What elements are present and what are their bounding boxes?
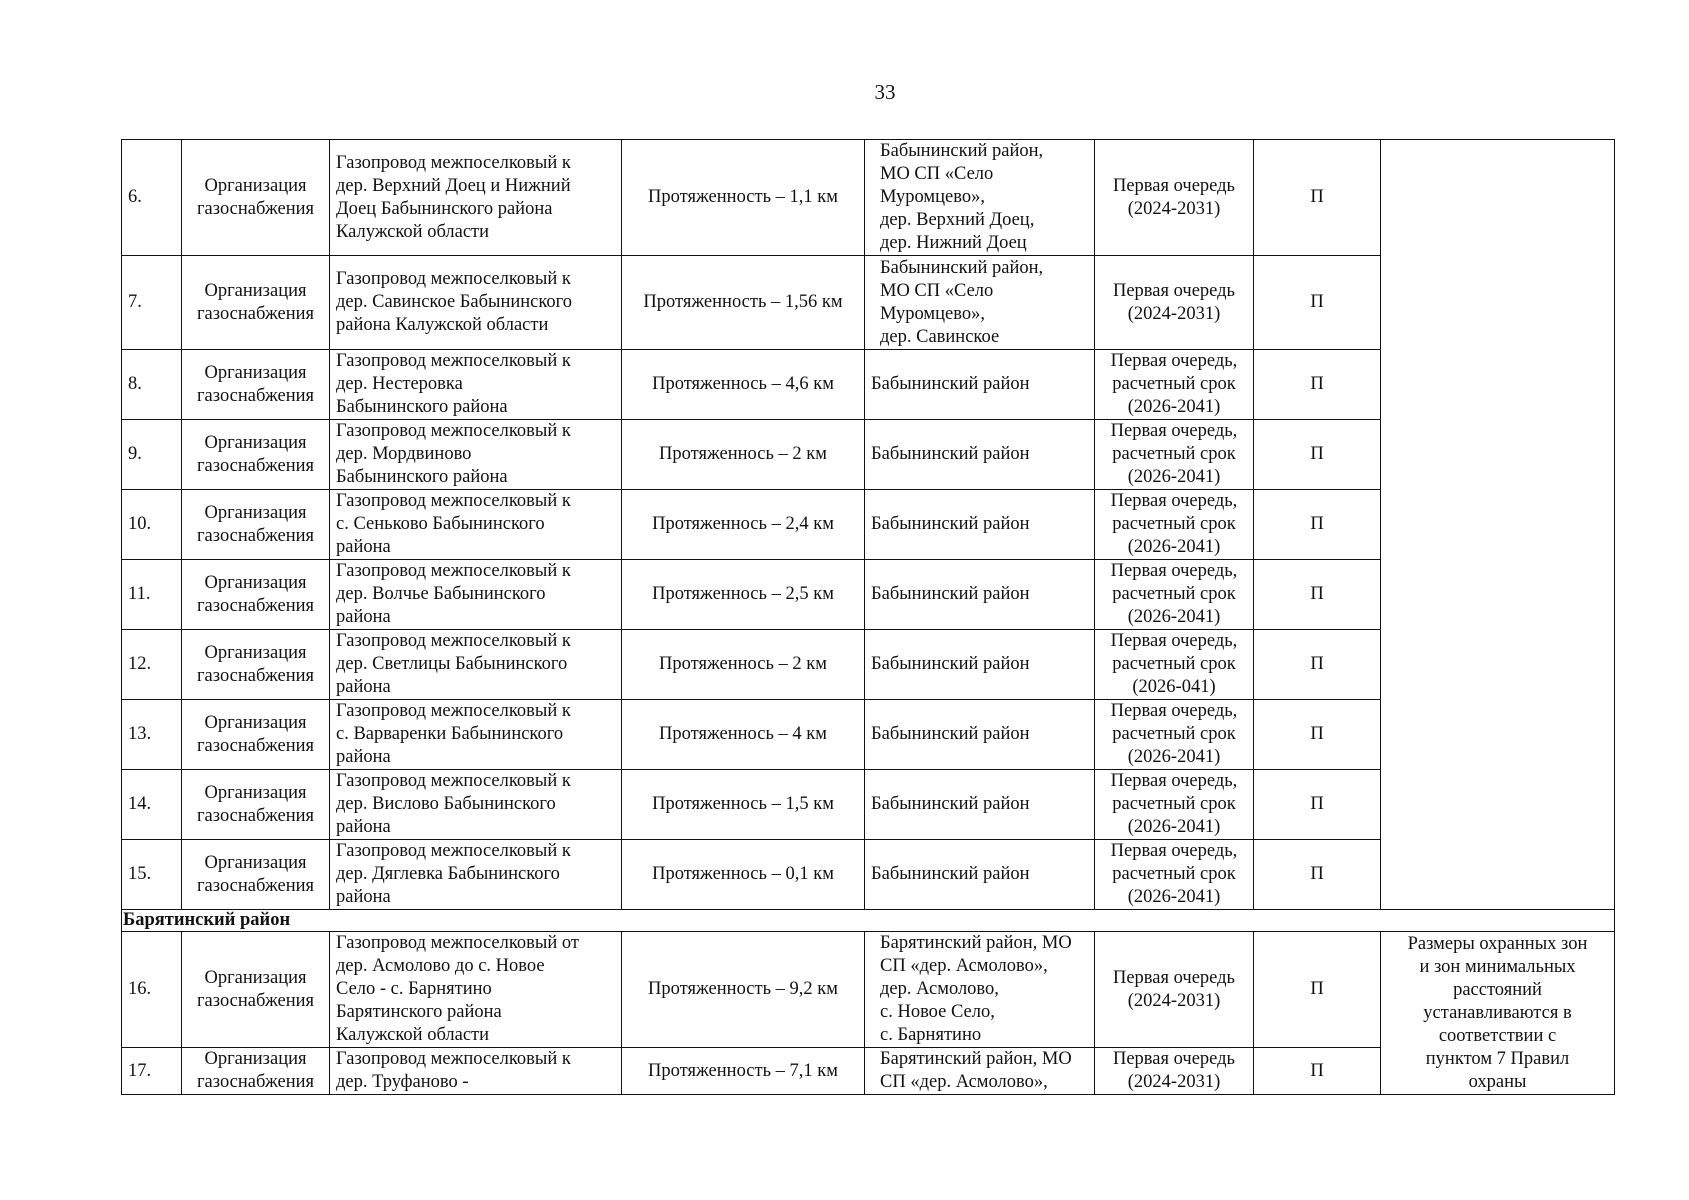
location-cell-line: дер. Асмолово, [880,979,999,999]
purpose-cell [182,1048,330,1095]
protection-zone-note-line: расстояний [1453,979,1542,1000]
protection-zone-note-line: и зон минимальных [1419,956,1576,977]
row-number: 10. [122,490,182,560]
location-cell [865,490,1095,560]
object-name-cell-line: Калужской области [336,1025,490,1045]
purpose-cell-line: газоснабжения [196,1072,315,1092]
object-name-cell-line: Газопровод межпоселковый к [336,771,571,791]
row-number: 16. [122,932,182,1048]
purpose-cell [182,840,330,910]
object-name-cell-line: Доец Бабынинского района [336,198,553,219]
object-name-cell-line: района [336,537,391,557]
location-cell [865,140,1095,256]
length-cell: Протяженность – 9,2 км [622,932,865,1048]
status-cell: П [1254,490,1381,560]
purpose-cell-line: Организация [204,967,307,988]
stage-cell [1095,140,1254,256]
object-name-cell-line: дер. Савинское Бабынинского [336,292,573,312]
stage-cell-line: (2026-2041) [1127,887,1221,907]
purpose-cell-line: Организация [204,782,307,803]
object-name-cell-line: дер. Нестеровка [336,374,463,394]
purpose-cell [182,420,330,490]
purpose-cell [182,256,330,350]
stage-cell-line: Первая очередь, [1110,701,1238,721]
stage-cell-line: Первая очередь [1112,175,1235,196]
object-name-cell-line: Газопровод межпоселковый к [336,561,571,581]
purpose-cell-line: газоснабжения [196,525,315,546]
stage-cell [1095,1048,1254,1095]
location-cell-line: дер. Нижний Доец [880,233,1027,253]
object-name-cell-line: дер. Асмолово до с. Новое [336,956,545,976]
row-number: 14. [122,770,182,840]
stage-cell-line: (2026-041) [1132,677,1216,697]
location-cell-line: СП «дер. Асмолово», [880,956,1048,976]
stage-cell-line: (2024-2031) [1127,1072,1221,1092]
stage-cell-line: (2024-2031) [1127,303,1221,324]
location-cell-line: с. Новое Село, [880,1002,995,1022]
gas-pipeline-table [121,139,1615,1095]
purpose-cell-line: газоснабжения [196,198,315,219]
object-name-cell-line: Газопровод межпоселковый к [336,351,571,371]
location-cell-line: Бабынинский район [871,514,1030,534]
row-number: 17. [122,1048,182,1095]
purpose-cell-line: Организация [204,175,307,196]
stage-cell [1095,630,1254,700]
stage-cell [1095,560,1254,630]
stage-cell-line: (2026-2041) [1127,397,1221,417]
object-name-cell-line: Газопровод межпоселковый к [336,491,571,511]
purpose-cell [182,350,330,420]
status-cell: П [1254,840,1381,910]
stage-cell-line: (2026-2041) [1127,537,1221,557]
object-name-cell [330,490,622,560]
object-name-cell [330,700,622,770]
purpose-cell-line: газоснабжения [196,990,315,1011]
district-header-row [122,910,1615,932]
stage-cell-line: Первая очередь, [1110,491,1238,511]
location-cell-line: Бабынинский район [871,374,1030,394]
object-name-cell-line: дер. Светлицы Бабынинского [336,654,568,674]
purpose-cell [182,630,330,700]
object-name-cell-line: Газопровод межпоселковый к [336,152,571,173]
object-name-cell-line: Газопровод межпоселковый к [336,841,571,861]
row-number: 12. [122,630,182,700]
note-cell-empty [1381,140,1615,910]
stage-cell [1095,700,1254,770]
location-cell-line: Бабынинский район [871,654,1030,674]
stage-cell-line: Первая очередь [1112,1049,1235,1069]
object-name-cell-line: Газопровод межпоселковый к [336,421,571,441]
length-cell: Протяженнось – 4 км [622,700,865,770]
purpose-cell-line: газоснабжения [196,303,315,324]
length-cell: Протяженнось – 1,5 км [622,770,865,840]
length-cell: Протяженнось – 2,5 км [622,560,865,630]
table-body [122,140,1615,1095]
object-name-cell [330,840,622,910]
location-cell [865,770,1095,840]
object-name-cell-line: с. Сеньково Бабынинского [336,514,545,534]
stage-cell-line: Первая очередь, [1110,631,1238,651]
stage-cell [1095,840,1254,910]
status-cell: П [1254,256,1381,350]
object-name-cell [330,256,622,350]
row-number: 8. [122,350,182,420]
purpose-cell-line: газоснабжения [196,735,315,756]
object-name-cell-line: района [336,887,391,907]
object-name-cell-line: дер. Вислово Бабынинского [336,794,556,814]
object-name-cell [330,140,622,256]
purpose-cell-line: газоснабжения [196,665,315,686]
stage-cell-line: расчетный срок [1112,514,1236,534]
row-number: 6. [122,140,182,256]
object-name-cell-line: Бабынинского района [336,397,508,417]
location-cell-line: Муромцево», [880,303,985,324]
purpose-cell-line: Организация [204,280,307,301]
purpose-cell-line: Организация [204,362,307,383]
object-name-cell-line: Газопровод межпоселковый к [336,701,571,721]
stage-cell-line: расчетный срок [1112,444,1236,464]
stage-cell-line: расчетный срок [1112,724,1236,744]
district-header: Барятинский район [122,910,1615,932]
purpose-cell-line: газоснабжения [196,385,315,406]
location-cell-line: дер. Верхний Доец, [880,210,1035,230]
stage-cell-line: (2024-2031) [1127,198,1221,219]
location-cell-line: Бабынинский район, [880,257,1044,278]
location-cell-line: СП «дер. Асмолово», [880,1072,1048,1092]
stage-cell-line: Первая очередь [1112,280,1235,301]
stage-cell-line: (2026-2041) [1127,817,1221,837]
object-name-cell-line: Бабынинского района [336,467,508,487]
stage-cell-line: (2026-2041) [1127,467,1221,487]
object-name-cell-line: района Калужской области [336,315,549,335]
stage-cell [1095,256,1254,350]
purpose-cell-line: газоснабжения [196,455,315,476]
stage-cell-line: Первая очередь, [1110,771,1238,791]
purpose-cell [182,700,330,770]
stage-cell [1095,420,1254,490]
location-cell [865,700,1095,770]
stage-cell-line: Первая очередь, [1110,561,1238,581]
object-name-cell-line: Газопровод межпоселковый к [336,631,571,651]
object-name-cell-line: Село - с. Барнятино [336,979,492,999]
status-cell: П [1254,1048,1381,1095]
length-cell: Протяженнось – 2 км [622,630,865,700]
object-name-cell [330,932,622,1048]
purpose-cell [182,140,330,256]
location-cell-line: с. Барнятино [880,1025,982,1045]
location-cell [865,1048,1095,1095]
object-name-cell-line: Газопровод межпоселковый от [336,933,579,953]
object-name-cell-line: дер. Верхний Доец и Нижний [336,175,571,196]
row-number: 11. [122,560,182,630]
location-cell-line: МО СП «Село [880,280,994,301]
location-cell-line: Бабынинский район [871,794,1030,814]
purpose-cell-line: Организация [204,712,307,733]
location-cell-line: Бабынинский район [871,724,1030,744]
object-name-cell-line: района [336,677,391,697]
location-cell [865,560,1095,630]
purpose-cell [182,770,330,840]
length-cell: Протяженность – 1,56 км [622,256,865,350]
purpose-cell-line: газоснабжения [196,595,315,616]
status-cell: П [1254,420,1381,490]
location-cell-line: Бабынинский район [871,864,1030,884]
location-cell [865,420,1095,490]
stage-cell-line: расчетный срок [1112,794,1236,814]
object-name-cell-line: Барятинского района [336,1002,502,1022]
protection-zone-note-line: Размеры охранных зон [1407,933,1588,954]
object-name-cell [330,560,622,630]
protection-zone-note-line: устанавливаются в [1423,1002,1572,1023]
object-name-cell-line: дер. Волчье Бабынинского [336,584,546,604]
object-name-cell-line: района [336,817,391,837]
purpose-cell-line: газоснабжения [196,805,315,826]
location-cell [865,256,1095,350]
length-cell: Протяженнось – 0,1 км [622,840,865,910]
row-number: 15. [122,840,182,910]
purpose-cell-line: Организация [204,502,307,523]
stage-cell [1095,770,1254,840]
object-name-cell-line: района [336,747,391,767]
stage-cell [1095,932,1254,1048]
protection-zone-note-line: охраны [1468,1071,1527,1092]
table-row [122,140,1615,256]
stage-cell [1095,350,1254,420]
stage-cell-line: расчетный срок [1112,654,1236,674]
row-number: 13. [122,700,182,770]
object-name-cell-line: Калужской области [336,221,490,242]
stage-cell-line: Первая очередь, [1110,351,1238,371]
stage-cell [1095,490,1254,560]
table-row [122,932,1615,1048]
length-cell: Протяженность – 7,1 км [622,1048,865,1095]
status-cell: П [1254,140,1381,256]
purpose-cell-line: Организация [204,572,307,593]
location-cell-line: Бабынинский район [871,584,1030,604]
object-name-cell-line: дер. Мордвиново [336,444,472,464]
object-name-cell-line: дер. Труфаново - [336,1072,469,1092]
length-cell: Протяженнось – 4,6 км [622,350,865,420]
status-cell: П [1254,350,1381,420]
stage-cell-line: расчетный срок [1112,374,1236,394]
location-cell-line: МО СП «Село [880,164,994,184]
stage-cell-line: (2026-2041) [1127,747,1221,767]
location-cell-line: Бабынинский район [871,444,1030,464]
stage-cell-line: Первая очередь, [1110,421,1238,441]
object-name-cell-line: Газопровод межпоселковый к [336,1049,571,1069]
protection-zone-note-line: пунктом 7 Правил [1425,1048,1570,1069]
location-cell-line: дер. Савинское [880,326,1000,347]
location-cell [865,630,1095,700]
page-number: 33 [874,80,896,104]
status-cell: П [1254,700,1381,770]
purpose-cell [182,932,330,1048]
location-cell-line: Барятинский район, МО [880,933,1072,953]
stage-cell-line: Первая очередь, [1110,841,1238,861]
object-name-cell [330,630,622,700]
protection-zone-note-line: соответствии с [1438,1025,1557,1046]
object-name-cell [330,420,622,490]
purpose-cell-line: Организация [204,642,307,663]
purpose-cell-line: Организация [204,432,307,453]
length-cell: Протяженнось – 2,4 км [622,490,865,560]
status-cell: П [1254,630,1381,700]
stage-cell-line: расчетный срок [1112,584,1236,604]
location-cell [865,350,1095,420]
location-cell [865,932,1095,1048]
stage-cell-line: расчетный срок [1112,864,1236,884]
status-cell: П [1254,770,1381,840]
object-name-cell-line: района [336,607,391,627]
object-name-cell-line: дер. Дяглевка Бабынинского [336,864,560,884]
location-cell [865,840,1095,910]
purpose-cell [182,560,330,630]
location-cell-line: Муромцево», [880,187,985,207]
stage-cell-line: (2024-2031) [1127,990,1221,1011]
protection-zone-note [1381,932,1615,1095]
object-name-cell-line: Газопровод межпоселковый к [336,269,571,289]
length-cell: Протяженнось – 2 км [622,420,865,490]
stage-cell-line: Первая очередь [1112,967,1235,988]
location-cell-line: Барятинский район, МО [880,1049,1072,1069]
status-cell: П [1254,932,1381,1048]
status-cell: П [1254,560,1381,630]
stage-cell-line: (2026-2041) [1127,607,1221,627]
row-number: 9. [122,420,182,490]
purpose-cell-line: Организация [204,852,307,873]
object-name-cell [330,1048,622,1095]
length-cell: Протяженность – 1,1 км [622,140,865,256]
object-name-cell [330,350,622,420]
object-name-cell [330,770,622,840]
location-cell-line: Бабынинский район, [880,141,1044,161]
object-name-cell-line: с. Варваренки Бабынинского [336,724,564,744]
purpose-cell-line: газоснабжения [196,875,315,896]
purpose-cell-line: Организация [204,1049,307,1069]
row-number: 7. [122,256,182,350]
purpose-cell [182,490,330,560]
